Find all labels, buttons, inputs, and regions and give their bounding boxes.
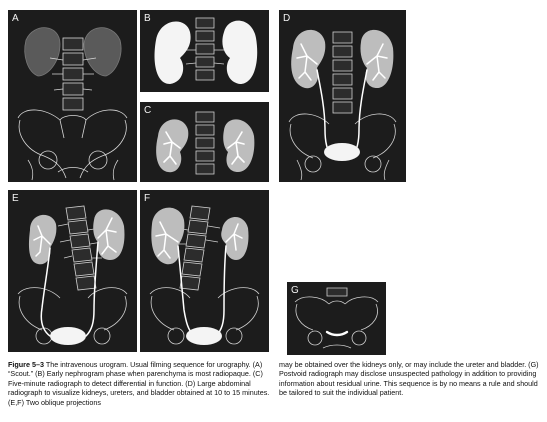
oblique-radiograph-illustration	[140, 190, 269, 352]
panel-label: E	[12, 193, 19, 204]
panel-f-oblique	[140, 190, 269, 352]
scout-radiograph-illustration	[8, 10, 137, 182]
panel-e-oblique	[8, 190, 137, 352]
panel-label: F	[144, 193, 151, 204]
abdominal-radiograph-illustration	[279, 10, 406, 182]
nephrogram-illustration	[140, 10, 269, 92]
panel-a-scout	[8, 10, 137, 182]
caption-text: may be obtained over the kidneys only, or may include the ureter and bladder. (G) Postvoid radiograph may disclose unsuspected pathology in addition to providing information about residual urine. This sequence is by no means a rule and should be tailored to suit the individual patient.	[279, 360, 539, 398]
panel-c-five-minute	[140, 102, 269, 182]
panel-label: D	[283, 13, 291, 24]
panel-d-kub	[279, 10, 406, 182]
figure-caption-right	[279, 360, 541, 398]
panel-label: A	[12, 13, 19, 24]
figure-label: Figure 5–3	[8, 360, 44, 369]
panel-b-nephrogram	[140, 10, 269, 92]
oblique-radiograph-illustration	[8, 190, 137, 352]
panel-label: B	[144, 13, 151, 24]
panel-label: G	[291, 285, 299, 296]
five-minute-radiograph-illustration	[140, 102, 269, 182]
postvoid-radiograph-illustration	[287, 282, 386, 355]
panel-g-postvoid	[287, 282, 386, 355]
panel-label: C	[144, 105, 152, 116]
figure-caption-left	[8, 360, 274, 407]
caption-text: The intravenous urogram. Usual filming sequence for urography. (A) “Scout.” (B) Early nephrogram phase when parenchyma is most radiopaque. (C) Five-minute radiograph to detect differential in function. (D) Large abdominal radiograph to visualize kidneys, ureters, and bladder obtained at 10 to 15 minutes. (E,F) Two oblique projections	[8, 360, 270, 407]
